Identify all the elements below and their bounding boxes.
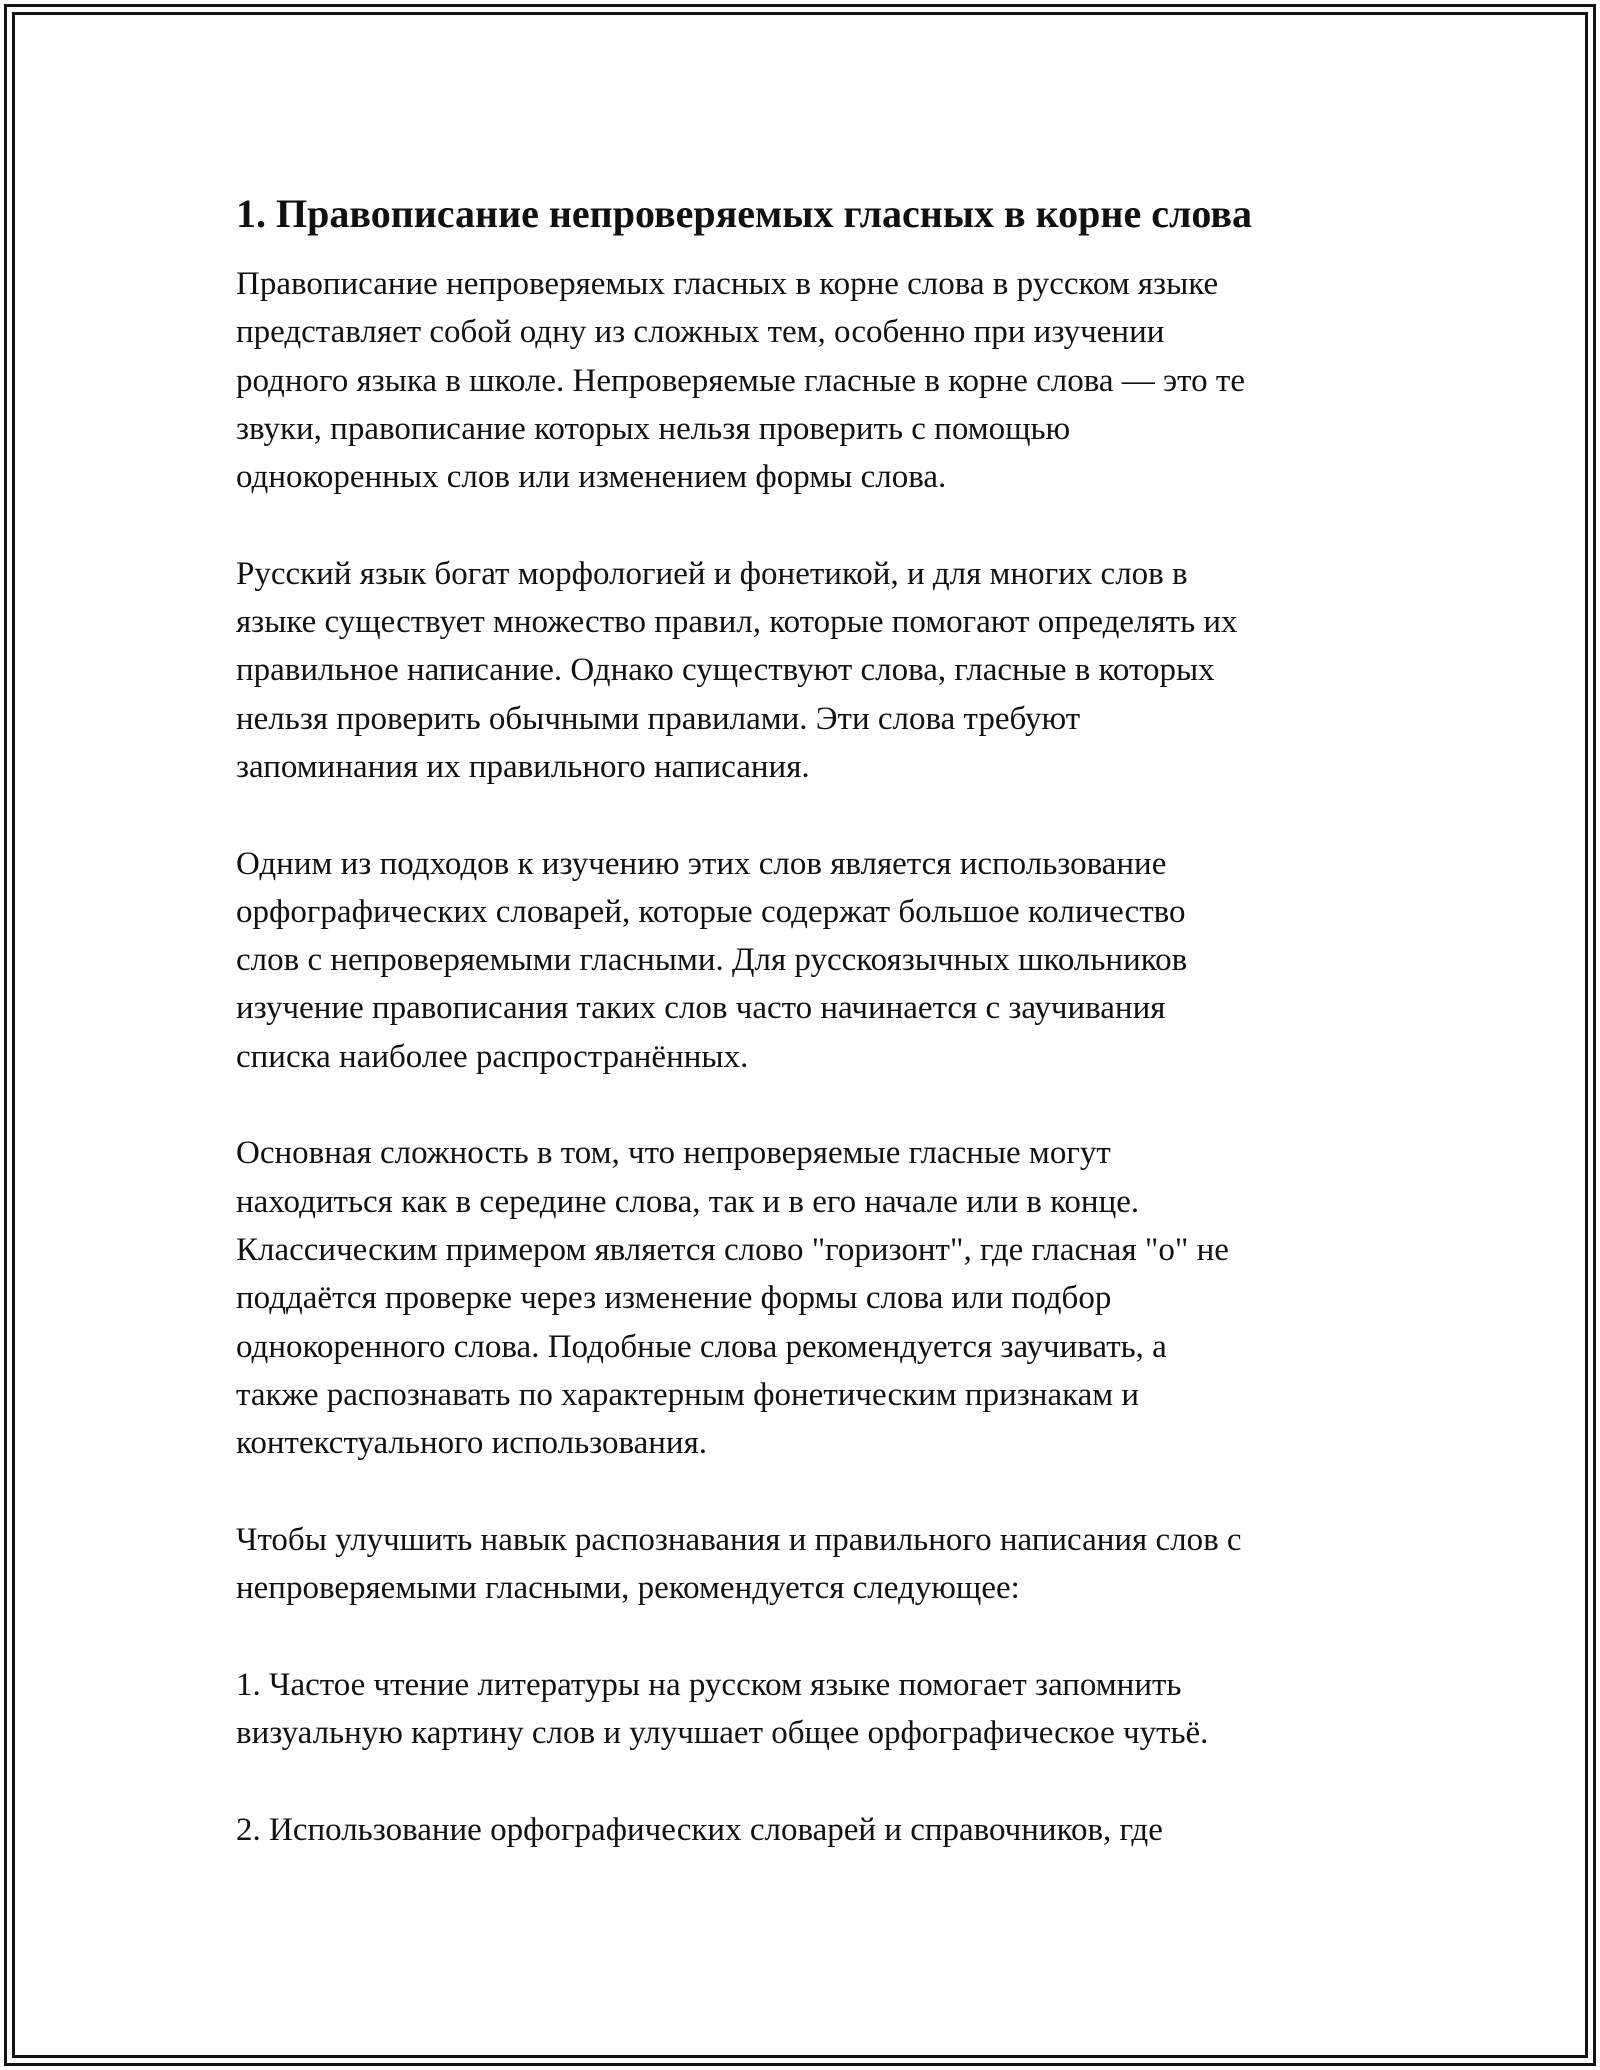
text-line: Одним из подходов к изучению этих слов является использование: [236, 845, 1167, 882]
text-line: нельзя проверить обычными правилами. Эти слова требуют: [236, 700, 1081, 737]
text-line: звуки, правописание которых нельзя проверить с помощью: [236, 410, 1071, 447]
text-line: Классическим примером является слово "горизонт", где гласная "о" не: [236, 1231, 1229, 1268]
document-title: 1. Правописание непроверяемых гласных в корне слова: [236, 191, 1253, 236]
text-line: также распознавать по характерным фонетическим признакам и: [236, 1376, 1140, 1413]
text-line: находиться как в середине слова, так и в его начале или в конце.: [236, 1183, 1140, 1220]
document-body: [236, 188, 1386, 1902]
paragraph: [236, 550, 1386, 791]
text-line: представляет собой одну из сложных тем, особенно при изучении: [236, 314, 1165, 351]
text-line: поддаётся проверке через изменение формы слова или подбор: [236, 1280, 1112, 1317]
text-line: орфографических словарей, которые содержат большое количество: [236, 893, 1186, 930]
paragraph-list: [236, 260, 1386, 1854]
paragraph: [236, 1516, 1386, 1613]
text-line: 2. Использование орфографических словарей и справочников, где: [236, 1811, 1163, 1848]
text-line: непроверяемыми гласными, рекомендуется следующее:: [236, 1570, 1020, 1607]
text-line: родного языка в школе. Непроверяемые гласные в корне слова — это те: [236, 362, 1245, 399]
text-line: слов с непроверяемыми гласными. Для русскоязычных школьников: [236, 942, 1188, 979]
text-line: Русский язык богат морфологией и фонетикой, и для многих слов в: [236, 555, 1188, 592]
text-line: изучение правописания таких слов часто начинается с заучивания: [236, 990, 1166, 1027]
text-line: Правописание непроверяемых гласных в корне слова в русском языке: [236, 266, 1219, 302]
text-line: визуальную картину слов и улучшает общее орфографическое чутьё.: [236, 1714, 1209, 1751]
paragraph: [236, 840, 1386, 1081]
paragraph: [236, 1806, 1386, 1854]
text-line: Основная сложность в том, что непроверяемые гласные могут: [236, 1135, 1111, 1172]
text-line: однокоренного слова. Подобные слова рекомендуется заучивать, а: [236, 1328, 1167, 1365]
paragraph: [236, 1661, 1386, 1758]
paragraph: [236, 260, 1386, 501]
paragraph: [236, 1129, 1386, 1467]
text-line: списка наиболее распространённых.: [236, 1038, 749, 1075]
text-line: однокоренных слов или изменением формы слова.: [236, 459, 947, 496]
text-line: запоминания их правильного написания.: [236, 748, 810, 785]
text-line: контекстуального использования.: [236, 1425, 708, 1462]
text-line: 1. Частое чтение литературы на русском языке помогает запомнить: [236, 1666, 1182, 1703]
text-line: правильное написание. Однако существуют слова, гласные в которых: [236, 652, 1215, 689]
text-line: языке существует множество правил, которые помогают определять их: [236, 604, 1238, 641]
text-line: Чтобы улучшить навык распознавания и правильного написания слов с: [236, 1521, 1242, 1558]
